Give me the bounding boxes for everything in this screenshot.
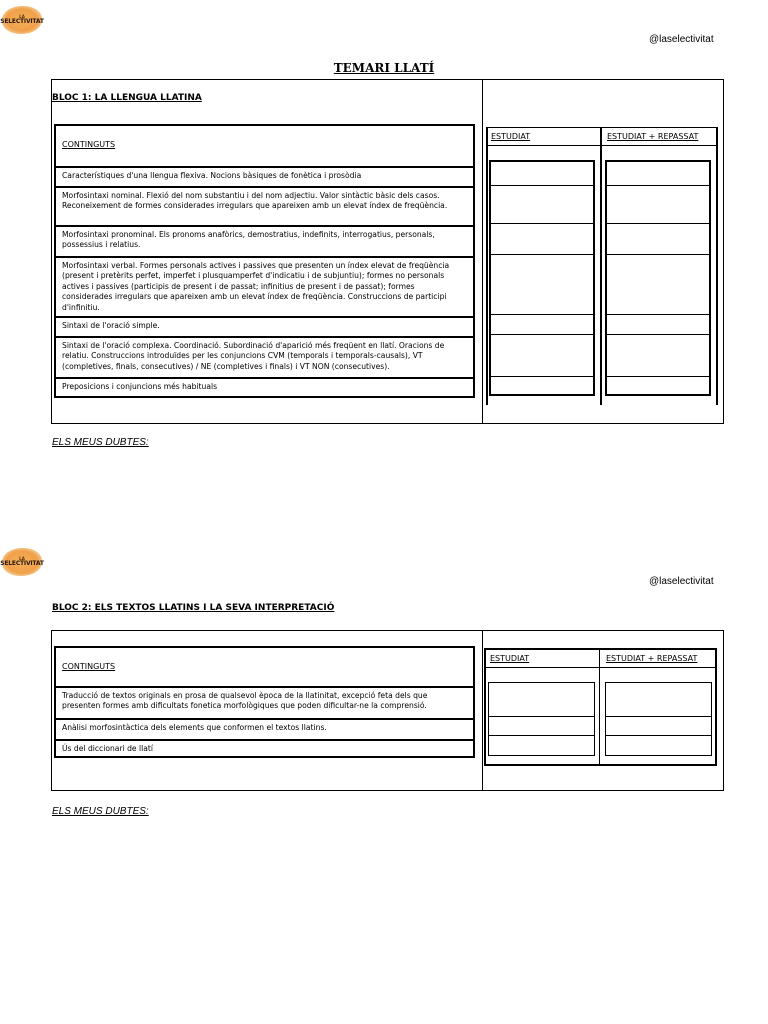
social-handle: @laselectivitat <box>649 34 714 45</box>
doubts-label-bloc1: ELS MEUS DUBTES: <box>52 437 149 448</box>
logo-line-2: SELECTIVITAT <box>0 18 44 25</box>
col-header-studied-reviewed-2: ESTUDIAT + REPASSAT <box>606 654 698 663</box>
col-header-studied: ESTUDIAT <box>491 132 531 141</box>
content-row: Sintaxi de l'oració simple. <box>56 316 473 336</box>
content-row: Morfosintaxi nominal. Flexió del nom substantiu i del nom adjectiu. Valor sintàctic bàsic dels casos. Reconeixement de formes considerades irregulars que apareixen amb un elevat índex de freqüència. <box>56 186 473 225</box>
bloc1-contents-table <box>54 124 475 398</box>
content-row: Anàlisi morfosintàctica dels elements que conformen el textos llatins. <box>56 718 473 739</box>
col-header-studied-reviewed: ESTUDIAT + REPASSAT <box>607 132 699 141</box>
logo-line-1: LA <box>19 556 25 561</box>
bloc2-heading: BLOC 2: ELS TEXTOS LLATINS I LA SEVA INTERPRETACIÓ <box>52 603 335 613</box>
studied-reviewed-checkboxes-2 <box>605 682 712 756</box>
content-row: Sintaxi de l'oració complexa. Coordinació. Subordinació d'aparició més freqüent en llatí. Oracions de relatiu. Construccions introduïdes per les conjuncions CVM (temporals i temporals-causals), VT (completives, finals, consecutives) / NE (completives i finals) i VT NON (consecutives). <box>56 336 473 377</box>
social-handle-2: @laselectivitat <box>649 576 714 587</box>
studied-checkboxes-2 <box>488 682 595 756</box>
logo-line-2: SELECTIVITAT <box>0 560 44 567</box>
content-row: Morfosintaxi pronominal. Els pronoms anafòrics, demostratius, indefinits, interrogatius, personals, possessius i relatius. <box>56 225 473 256</box>
logo-line-1: LA <box>19 14 25 19</box>
content-row: Preposicions i conjuncions més habituals <box>56 377 473 398</box>
studied-reviewed-checkboxes <box>605 160 711 396</box>
contents-header: CONTINGUTS <box>62 140 116 149</box>
bloc2-contents-table <box>54 646 475 758</box>
doubts-label-bloc2: ELS MEUS DUBTES: <box>52 806 149 817</box>
content-row: Característiques d'una llengua flexiva. Nocions bàsiques de fonètica i prosòdia <box>56 166 473 186</box>
studied-checkboxes <box>489 160 595 396</box>
content-row: Ús del diccionari de llatí <box>56 739 473 758</box>
bloc1-heading: BLOC 1: LA LLENGUA LLATINA <box>52 93 202 103</box>
content-row: Morfosintaxi verbal. Formes personals actives i passives que presenten un índex elevat de freqüència (present i pretèrits perfet, imperfet i plusquamperfet d'indicatiu i de subjuntiu); formes no personals actives i passives (participis de present i de passat; infinitius de present i de passat); formes considerades irregulars que apareixen amb un elevat índex de freqüència. Construccions de participi d'infinitiu. <box>56 256 473 316</box>
page-title: TEMARI LLATÍ <box>333 61 435 75</box>
contents-header: CONTINGUTS <box>62 662 116 671</box>
content-row: Traducció de textos originals en prosa de qualsevol època de la llatinitat, excepció feta dels que presenten formes amb dificultats fonetica morfològiques que poden dificultar-ne la comprensió. <box>56 686 473 718</box>
la-selectivitat-logo <box>2 6 42 34</box>
col-header-studied-2: ESTUDIAT <box>490 654 530 663</box>
la-selectivitat-logo-2 <box>2 548 42 576</box>
